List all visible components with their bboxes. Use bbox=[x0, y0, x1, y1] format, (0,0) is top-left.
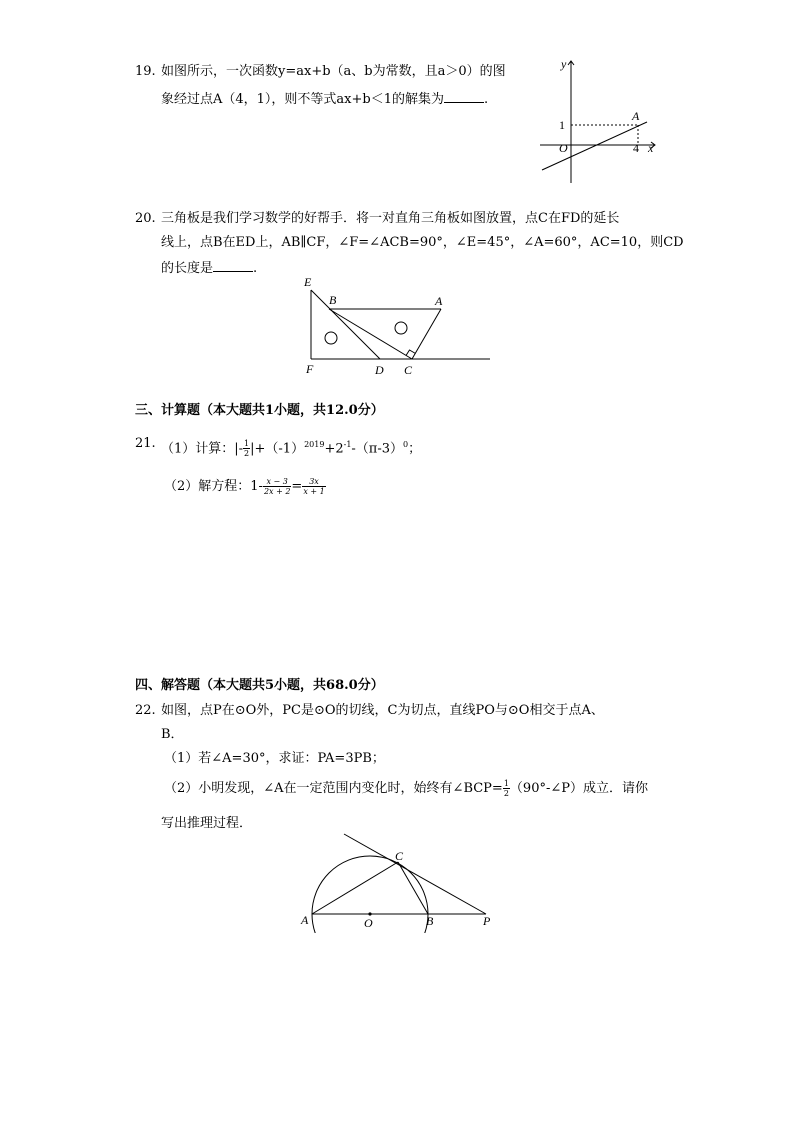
q20-label-f: F bbox=[306, 362, 314, 376]
q21-part1 bbox=[161, 434, 421, 460]
q22-line-ac bbox=[312, 862, 398, 914]
q19-graph-figure bbox=[530, 55, 665, 190]
q19-label-one: 1 bbox=[559, 118, 565, 132]
q22-tangent-pc bbox=[344, 834, 486, 914]
q19-label-x: x bbox=[648, 141, 654, 155]
q19-answer-blank bbox=[444, 90, 484, 103]
q20-label-c: C bbox=[404, 363, 413, 377]
q20-text-line3-main: 的长度是 bbox=[161, 261, 214, 276]
q21-p2-f2-numerator: 3x bbox=[302, 477, 325, 487]
q21-p2-f2-denominator: x + 1 bbox=[303, 487, 325, 496]
q20-text-line1: 三角板是我们学习数学的好帮手．将一对直角三角板如图放置，点C在FD的延长 bbox=[161, 211, 620, 226]
q20-triangles-figure bbox=[298, 272, 498, 380]
q22-part2-cont: 写出推理过程． bbox=[161, 816, 253, 831]
q19-label-point-a: A bbox=[632, 109, 640, 123]
q22-circle-figure bbox=[298, 828, 498, 933]
q21-number: 21. bbox=[135, 436, 156, 451]
q21-p1-exp3: 0 bbox=[403, 440, 409, 449]
q21-p2-equals: = bbox=[291, 479, 303, 494]
q20-answer-blank bbox=[213, 259, 253, 272]
q19-number: 19. bbox=[135, 64, 156, 79]
q20-label-a: A bbox=[435, 294, 443, 308]
q22-part1: （1）若∠A=30°，求证：PA=3PB； bbox=[164, 751, 385, 766]
q22-p2-fraction bbox=[503, 779, 510, 798]
q20-hole-right bbox=[395, 322, 407, 334]
q19-label-four: 4 bbox=[633, 141, 639, 155]
q21-p1-exp1: 2019 bbox=[304, 440, 325, 449]
q21-p1-rest: |+（-1） bbox=[250, 441, 305, 457]
q21-p1-label: （1）计算：|- bbox=[161, 441, 244, 457]
q21-part2 bbox=[164, 476, 326, 498]
q21-p1-exp2: -1 bbox=[343, 440, 352, 449]
q20-text-line3 bbox=[161, 259, 257, 277]
q19-text-line2-end: . bbox=[484, 92, 489, 107]
q22-label-b: B bbox=[426, 914, 434, 928]
q19-label-origin: O bbox=[559, 141, 568, 155]
q21-p1-rest3: -（π-3） bbox=[351, 441, 404, 457]
q21-p2-f1-denominator: 2x + 2 bbox=[263, 487, 291, 496]
q20-label-e: E bbox=[304, 275, 312, 289]
q20-label-b: B bbox=[329, 293, 337, 307]
q22-p2-frac-denominator: 2 bbox=[503, 789, 509, 798]
q19-text-line1: 如图所示，一次函数y=ax+b（a、b为常数，且a＞0）的图 bbox=[161, 64, 506, 79]
q21-p1-frac-denominator: 2 bbox=[244, 449, 250, 459]
q21-p2-fraction1 bbox=[263, 477, 291, 496]
q21-p1-rest2: +2 bbox=[324, 441, 344, 457]
q20-hole-left bbox=[325, 332, 337, 344]
q20-label-d: D bbox=[375, 363, 384, 377]
q21-p1-frac-numerator: 1 bbox=[244, 439, 250, 449]
q20-text-line2: 线上，点B在ED上，AB∥CF，∠F=∠ACB=90°，∠E=45°，∠A=60°，AC=10，则CD bbox=[161, 235, 684, 250]
q22-p2-frac-numerator: 1 bbox=[503, 779, 509, 788]
q22-number: 22. bbox=[135, 703, 156, 718]
q21-p2-fraction2 bbox=[302, 477, 325, 496]
q21-p2-label: （2）解方程：1- bbox=[164, 479, 263, 494]
q22-p2-text-b: （90°-∠P）成立．请你 bbox=[509, 781, 648, 796]
q22-line-bc bbox=[398, 862, 428, 914]
q22-text-line2: B． bbox=[161, 727, 184, 742]
q20-text-line3-end: . bbox=[253, 261, 258, 276]
section3-title: 三、计算题（本大题共1小题，共12.0分） bbox=[135, 403, 384, 418]
q20-line-ac bbox=[412, 309, 441, 359]
q21-p2-f1-numerator: x − 3 bbox=[263, 477, 291, 487]
q22-label-c: C bbox=[395, 849, 404, 863]
q22-p2-text-a: （2）小明发现，∠A在一定范围内变化时，始终有∠BCP= bbox=[164, 781, 503, 796]
q20-line-ed bbox=[311, 290, 380, 359]
q20-number: 20. bbox=[135, 211, 156, 226]
section4-title: 四、解答题（本大题共5小题，共68.0分） bbox=[135, 678, 384, 693]
q19-function-line bbox=[542, 122, 647, 170]
q22-part2 bbox=[164, 778, 648, 800]
q22-label-p: P bbox=[483, 914, 491, 928]
q19-label-y: y bbox=[561, 57, 567, 71]
q19-text-line2 bbox=[161, 90, 488, 108]
q22-text-line1: 如图，点P在⊙O外，PC是⊙O的切线，C为切点，直线PO与⊙O相交于点A、 bbox=[161, 703, 604, 718]
q22-label-o: O bbox=[364, 916, 373, 930]
q22-label-a: A bbox=[301, 913, 309, 927]
q19-text-line2-main: 象经过点A（4，1），则不等式ax+b＜1的解集为 bbox=[161, 92, 444, 107]
q21-p1-end: ； bbox=[408, 441, 422, 457]
